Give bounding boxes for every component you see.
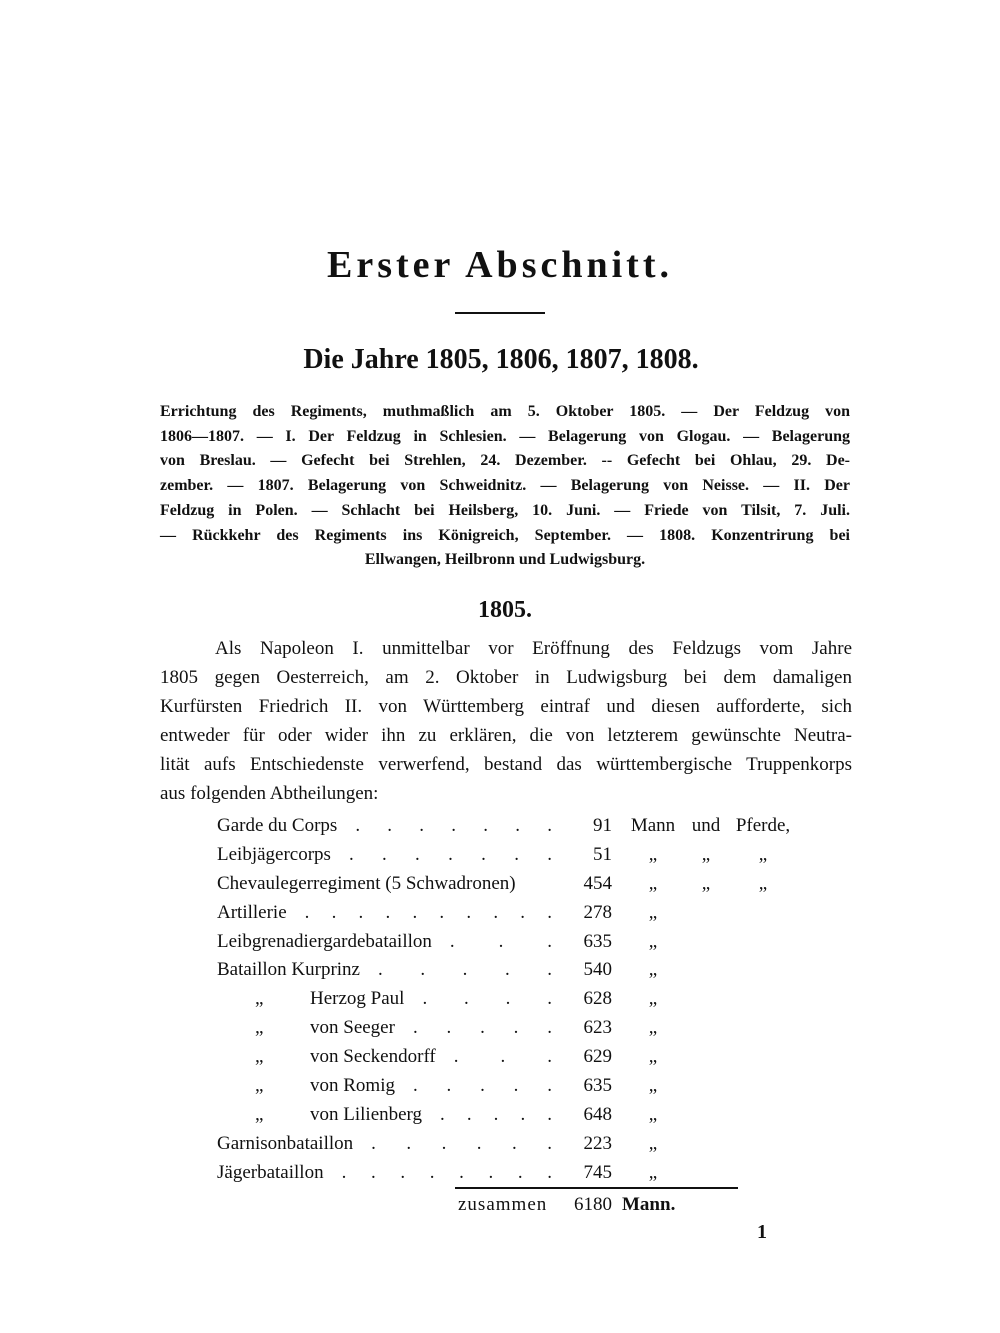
row-unit: „ [758, 843, 768, 865]
chapter-summary [160, 400, 850, 573]
summary-line: — Rückkehr des Regiments ins Königreich, September. — 1808. Konzentrirung bei [160, 526, 850, 544]
table-row [217, 1014, 817, 1043]
table-row [217, 1043, 817, 1072]
row-unit: „ [648, 901, 658, 923]
row-unit: und [691, 815, 721, 836]
row-unit: Pferde, [735, 815, 791, 836]
paragraph-line: 1805 gegen Oesterreich, am 2. Oktober in Ludwigsburg bei dem damaligen [160, 667, 852, 688]
row-label [217, 1043, 562, 1072]
paragraph-line: aus folgenden Abtheilungen: [160, 783, 379, 804]
dot-leader: . . . . . [378, 959, 552, 981]
row-value: 91 [593, 815, 612, 836]
summary-line: zember. — 1807. Belagerung von Schweidnitz. — Belagerung von Neisse. — II. Der [160, 477, 850, 495]
paragraph-line: lität aufs Entschiedenste verwerfend, bestand das württembergische Truppenkorps [160, 754, 852, 775]
row-value: 648 [583, 1103, 612, 1125]
row-label [217, 1101, 562, 1130]
summary-line: Errichtung des Regiments, muthmaßlich am 5. Oktober 1805. — Der Feldzug von [160, 403, 850, 420]
paragraph-line: Kurfürsten Friedrich II. von Württemberg eintraf und diesen aufforderte, sich [160, 696, 852, 717]
ditto-mark: „ [255, 1075, 264, 1097]
row-value: 628 [583, 988, 612, 1010]
row-unit: „ [758, 872, 768, 894]
row-unit: „ [648, 988, 658, 1010]
row-label [217, 956, 562, 985]
row-unit: „ [648, 1046, 658, 1068]
dot-leader: . . . . . [412, 1075, 552, 1097]
summary-line: von Breslau. — Gefecht bei Strehlen, 24. Dezember. -- Gefecht bei Ohlau, 29. De- [160, 452, 850, 470]
row-value: 223 [583, 1132, 612, 1154]
table-row [217, 1101, 817, 1130]
row-value: 635 [583, 930, 612, 952]
summary-line: Ellwangen, Heilbronn und Ludwigsburg. [364, 551, 646, 569]
table-row [217, 812, 817, 841]
table-row [217, 928, 817, 957]
row-name: Leibgrenadiergardebataillon [217, 930, 432, 952]
dot-leader: . . . [453, 1046, 552, 1068]
row-unit: „ [648, 1132, 658, 1154]
table-row [217, 899, 817, 928]
sum-divider [455, 1187, 738, 1189]
table-row [217, 870, 817, 899]
row-label [217, 870, 562, 899]
total-value: 6180 [574, 1194, 612, 1215]
row-name: von Romig [310, 1075, 395, 1097]
row-name: Bataillon Kurprinz [217, 959, 360, 981]
table-row [217, 1159, 817, 1188]
row-name: Garde du Corps [217, 815, 338, 836]
row-value: 635 [583, 1075, 612, 1097]
ditto-mark: „ [255, 1103, 264, 1125]
dot-leader: . . . [449, 930, 552, 952]
dot-leader: . . . . . [440, 1103, 552, 1125]
row-unit: Mann [630, 815, 676, 836]
row-label [217, 899, 562, 928]
paragraph-line: Als Napoleon I. unmittelbar vor Eröffnung des Feldzugs vom Jahre [215, 638, 852, 659]
ditto-mark: „ [255, 1046, 264, 1068]
dot-leader: . . . . . [412, 1017, 552, 1039]
dot-leader: . . . . . . . [348, 843, 552, 865]
row-value: 629 [583, 1046, 612, 1068]
row-name: Artillerie [217, 901, 287, 923]
row-unit: „ [701, 843, 711, 865]
row-unit: „ [701, 872, 711, 894]
title-divider [455, 312, 545, 314]
row-name: Garnisonbataillon [217, 1132, 354, 1154]
ditto-mark: „ [255, 988, 264, 1010]
page-number: 1 [757, 1221, 767, 1243]
row-name: von Seeger [310, 1017, 395, 1039]
row-value: 454 [583, 872, 612, 894]
row-unit: „ [648, 959, 658, 981]
row-unit: „ [648, 1161, 658, 1183]
table-row [217, 1072, 817, 1101]
row-unit: „ [648, 930, 658, 952]
row-label [217, 812, 562, 841]
row-label [217, 1159, 562, 1188]
row-unit: „ [648, 1103, 658, 1125]
ditto-mark: „ [255, 1017, 264, 1039]
row-label [217, 1130, 562, 1159]
table-row [217, 841, 817, 870]
row-label [217, 1072, 562, 1101]
table-row [217, 956, 817, 985]
dot-leader: . . . . . . [371, 1132, 552, 1154]
total-unit: Mann. [622, 1194, 676, 1215]
row-name: von Lilienberg [310, 1103, 423, 1125]
row-value: 51 [593, 843, 612, 865]
section-heading: 1805. [478, 597, 532, 623]
dot-leader: . . . . . . . . [341, 1161, 552, 1183]
row-name: Herzog Paul [310, 988, 405, 1010]
table-row [217, 1130, 817, 1159]
dot-leader: . . . . . . . [355, 815, 552, 836]
row-label [217, 1014, 562, 1043]
troop-table [217, 812, 817, 1188]
body-paragraph [160, 634, 852, 808]
summary-line: 1806—1807. — I. Der Feldzug in Schlesien. — Belagerung von Glogau. — Belagerung [160, 427, 850, 445]
row-label [217, 985, 562, 1014]
row-name: Leibjägercorps [217, 843, 331, 865]
dot-leader: . . . . . . . . . . [304, 901, 552, 923]
row-unit: „ [648, 872, 658, 894]
summary-line: Feldzug in Polen. — Schlacht bei Heilsberg, 10. Juni. — Friede von Tilsit, 7. Juli. [160, 501, 850, 519]
row-name: von Seckendorff [310, 1046, 436, 1068]
total-label: zusammen [458, 1194, 548, 1215]
row-value: 745 [583, 1161, 612, 1183]
paragraph-line: entweder für oder wider ihn zu erklären, die von letzterem gewünschte Neutra- [160, 725, 852, 746]
dot-leader: . . . . [422, 988, 552, 1010]
chapter-subtitle: Die Jahre 1805, 1806, 1807, 1808. [303, 344, 699, 375]
row-value: 540 [583, 959, 612, 981]
table-row [217, 985, 817, 1014]
row-unit: „ [648, 1017, 658, 1039]
row-label [217, 928, 562, 957]
row-name: Chevaulegerregiment (5 Schwadronen) [217, 872, 516, 894]
row-unit: „ [648, 1075, 658, 1097]
row-name: Jägerbataillon [217, 1161, 324, 1183]
row-unit: „ [648, 843, 658, 865]
row-value: 278 [583, 901, 612, 923]
row-label [217, 841, 562, 870]
chapter-title: Erster Abschnitt. [327, 244, 673, 286]
row-value: 623 [583, 1017, 612, 1039]
